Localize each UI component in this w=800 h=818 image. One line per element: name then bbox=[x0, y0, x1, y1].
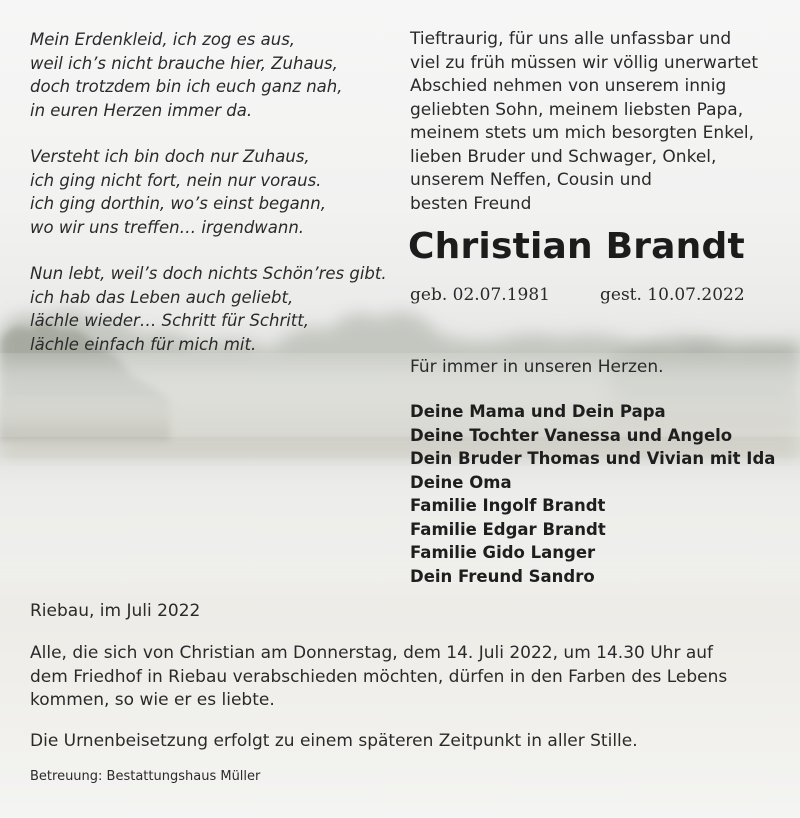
funeral-line: dem Friedhof in Riebau verabschieden möchten, dürfen in den Farben des Lebens bbox=[30, 666, 728, 687]
poem-line: ich ging dorthin, wo’s einst begann, bbox=[30, 194, 326, 213]
mourners-list bbox=[410, 400, 775, 588]
intro-line: unserem Neffen, Cousin und bbox=[410, 170, 652, 190]
mourner: Deine Tochter Vanessa und Angelo bbox=[410, 425, 733, 445]
poem-stanza bbox=[30, 145, 390, 239]
death-date: gest. 10.07.2022 bbox=[600, 285, 745, 305]
mourner: Deine Mama und Dein Papa bbox=[410, 402, 666, 421]
poem-line: lächle einfach für mich mit. bbox=[30, 334, 257, 354]
intro-line: geliebten Sohn, meinem liebsten Papa, bbox=[410, 99, 744, 120]
poem-line: wo wir uns treffen… irgendwann. bbox=[30, 217, 305, 237]
poem-line: Mein Erdenkleid, ich zog es aus, bbox=[30, 30, 296, 49]
birth-date: geb. 02.07.1981 bbox=[410, 285, 550, 305]
urn-burial-note: Die Urnenbeisetzung erfolgt zu einem späteren Zeitpunkt in aller Stille. bbox=[30, 731, 638, 751]
intro-line: Tieftraurig, für uns alle unfassbar und bbox=[410, 29, 732, 49]
poem-stanza bbox=[30, 262, 390, 356]
mourner: Deine Oma bbox=[410, 472, 512, 492]
mourner: Familie Gido Langer bbox=[410, 543, 596, 562]
poem-line: doch trotzdem bin ich euch ganz nah, bbox=[30, 77, 343, 96]
funeral-line: Alle, die sich von Christian am Donnerstag, dem 14. Juli 2022, um 14.30 Uhr auf bbox=[30, 643, 714, 663]
mourner: Dein Bruder Thomas und Vivian mit Ida bbox=[410, 449, 776, 468]
intro-line: viel zu früh müssen wir völlig unerwartet bbox=[410, 52, 759, 73]
mourner: Familie Edgar Brandt bbox=[410, 519, 606, 539]
mourner: Familie Ingolf Brandt bbox=[410, 496, 606, 515]
poem-line: ich ging nicht fort, nein nur voraus. bbox=[30, 170, 322, 190]
intro-line: Abschied nehmen von unserem innig bbox=[410, 76, 727, 96]
funeral-notice bbox=[30, 642, 790, 713]
motto: Für immer in unseren Herzen. bbox=[410, 357, 664, 377]
poem-line: in euren Herzen immer da. bbox=[30, 100, 253, 120]
mourner: Dein Freund Sandro bbox=[410, 566, 595, 586]
intro-line: meinem stets um mich besorgten Enkel, bbox=[410, 123, 755, 143]
deceased-name: Christian Brandt bbox=[408, 226, 745, 267]
intro-line: besten Freund bbox=[410, 193, 532, 214]
funeral-line: kommen, so wie er es liebte. bbox=[30, 690, 275, 710]
poem-stanza bbox=[30, 28, 390, 122]
poem-line: Nun lebt, weil’s doch nichts Schön’res gibt. bbox=[30, 264, 387, 283]
intro-line: lieben Bruder und Schwager, Onkel, bbox=[410, 146, 717, 167]
poem-line: Versteht ich bin doch nur Zuhaus, bbox=[30, 147, 310, 166]
place-date: Riebau, im Juli 2022 bbox=[30, 601, 201, 621]
poem-line: ich hab das Leben auch geliebt, bbox=[30, 287, 294, 307]
poem-line: lächle wieder… Schritt für Schritt, bbox=[30, 311, 309, 330]
poem-line: weil ich’s nicht brauche hier, Zuhaus, bbox=[30, 53, 338, 73]
poem bbox=[30, 28, 390, 379]
intro-text bbox=[410, 28, 785, 216]
funeral-home-credit: Betreuung: Bestattungshaus Müller bbox=[30, 769, 261, 784]
